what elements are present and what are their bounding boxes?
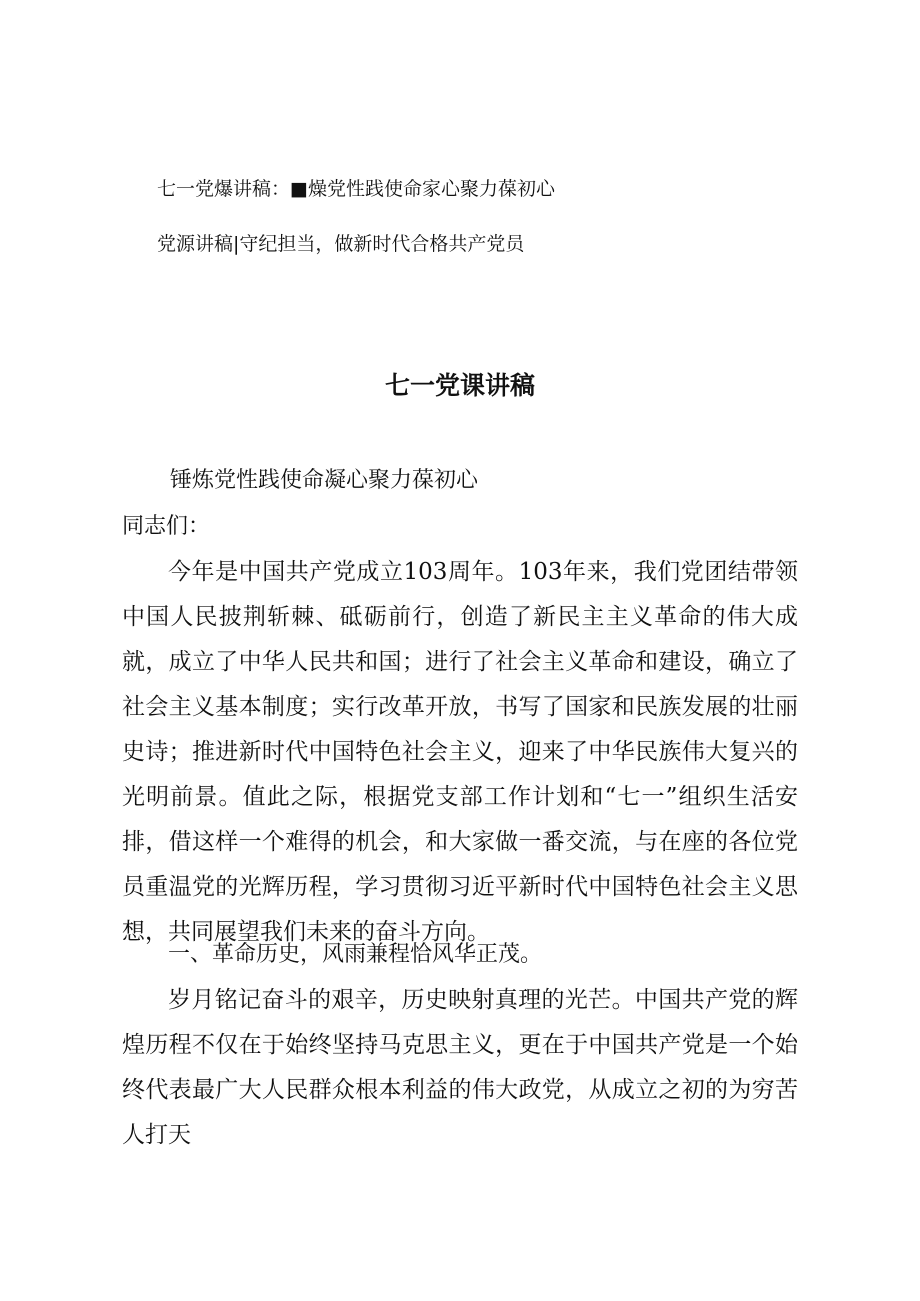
toc-line-2: 党源讲稿|守纪担当，做新时代合格共产党员: [157, 233, 525, 255]
greeting: 同志们：: [122, 514, 211, 539]
paragraph-intro: 今年是中国共产党成立103周年。103年来，我们党团结带领中国人民披荆斩棘、砥砺前行，创造了新民主主义革命的伟大成就，成立了中华人民共和国；进行了社会主义革命和建设，确立了社会主义基本制度；实行改革开放，书写了国家和民族发展的壮丽史诗；推进新时代中国特色社会主义，迎来了中华民族伟大复兴的光明前景。值此之际，根据党支部工作计划和“七一”组织生活安排，借这样一个难得的机会，和大家做一番交流，与在座的各位党员重温党的光辉历程，学习贯彻习近平新时代中国特色社会主义思想，共同展望我们未来的奋斗方向。: [122, 559, 798, 945]
document-subtitle: 锤炼党性践使命凝心聚力葆初心: [170, 468, 479, 493]
document-title: 七一党课讲稿: [384, 371, 535, 400]
toc-line-1: 七一党爆讲稿：■燥党性践使命家心聚力葆初心: [157, 178, 555, 200]
section-heading-1: 一、革命历史，风雨兼程恰风华正茂。: [168, 942, 543, 967]
paragraph-section-1: 岁月铭记奋斗的艰辛，历史映射真理的光芒。中国共产党的辉煌历程不仅在于始终坚持马克思主义，更在于中国共产党是一个始终代表最广大人民群众根本利益的伟大政党，从成立之初的为穷苦人打天: [122, 987, 798, 1148]
